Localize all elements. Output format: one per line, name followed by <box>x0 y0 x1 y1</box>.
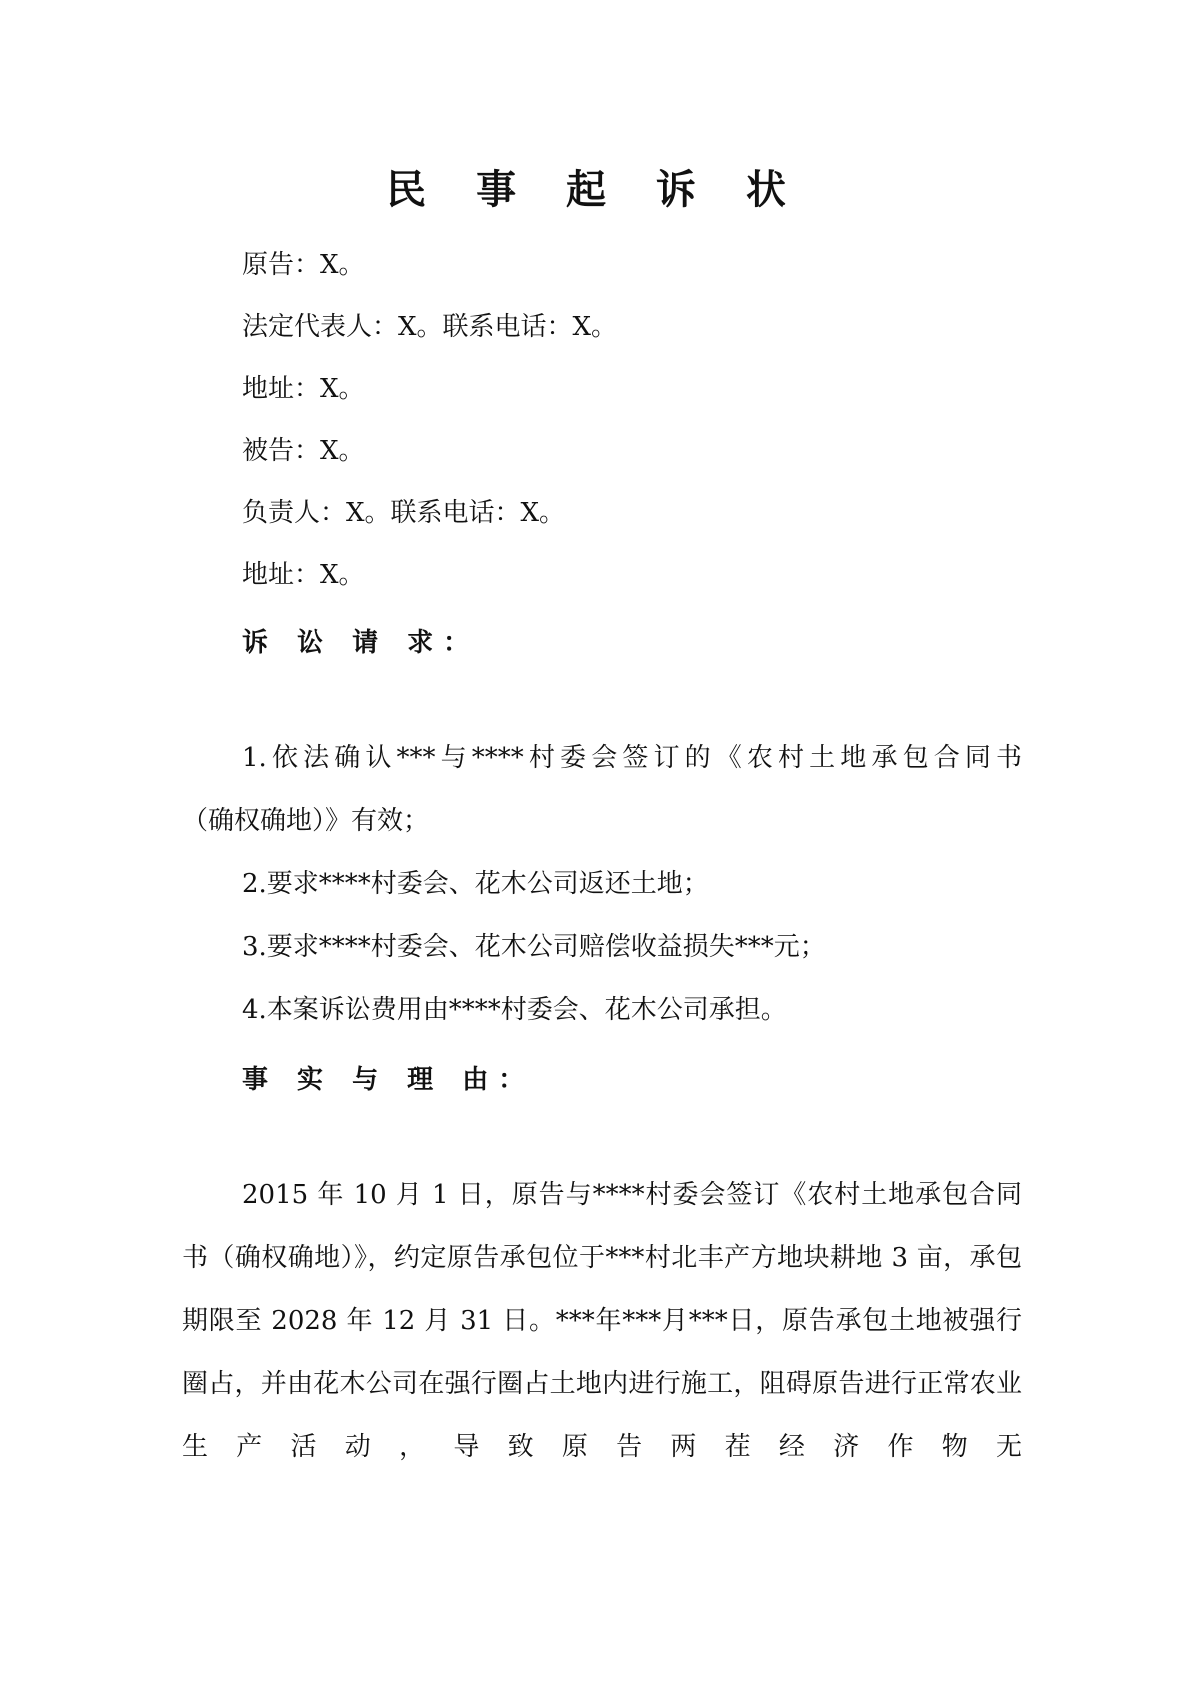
defendant-representative-line: 负责人：X。联系电话：X。 <box>242 498 566 528</box>
document-title: 民 事 起 诉 状 <box>386 166 804 213</box>
parties-section <box>242 234 1022 606</box>
facts-heading: 事 实 与 理 由： <box>242 1065 535 1095</box>
claim-item-4: 4.本案诉讼费用由****村委会、花木公司承担。 <box>242 995 787 1025</box>
claim-item-1-continued: （确权确地）》有效； <box>182 806 430 836</box>
claims-section <box>182 727 1022 1042</box>
claims-heading: 诉 讼 请 求： <box>242 628 480 658</box>
facts-section <box>182 1164 1022 1479</box>
defendant-address-line: 地址：X。 <box>242 560 365 590</box>
defendant-line: 被告：X。 <box>242 436 365 466</box>
plaintiff-address-line: 地址：X。 <box>242 374 365 404</box>
plaintiff-line: 原告：X。 <box>242 250 365 280</box>
claim-item-1: 1.依法确认***与****村委会签订的《农村土地承包合同书 <box>242 743 1022 773</box>
facts-paragraph: 2015 年 10 月 1 日，原告与****村委会签订《农村土地承包合同书（确权确地）》，约定原告承包位于***村北丰产方地块耕地 3 亩，承包期限至 2028 年 12 月 31 日。***年***月***日，原告承包土地被强行圈占，并由花木公司在强行圈占土地内进行施工，阻碍原告进行正常农业生产活动，导致原告两茬经济作物无 <box>182 1180 1022 1462</box>
claim-item-2: 2.要求****村委会、花木公司返还土地； <box>242 869 709 899</box>
plaintiff-representative-line: 法定代表人：X。联系电话：X。 <box>242 312 618 342</box>
claim-item-3: 3.要求****村委会、花木公司赔偿收益损失***元； <box>242 932 826 962</box>
